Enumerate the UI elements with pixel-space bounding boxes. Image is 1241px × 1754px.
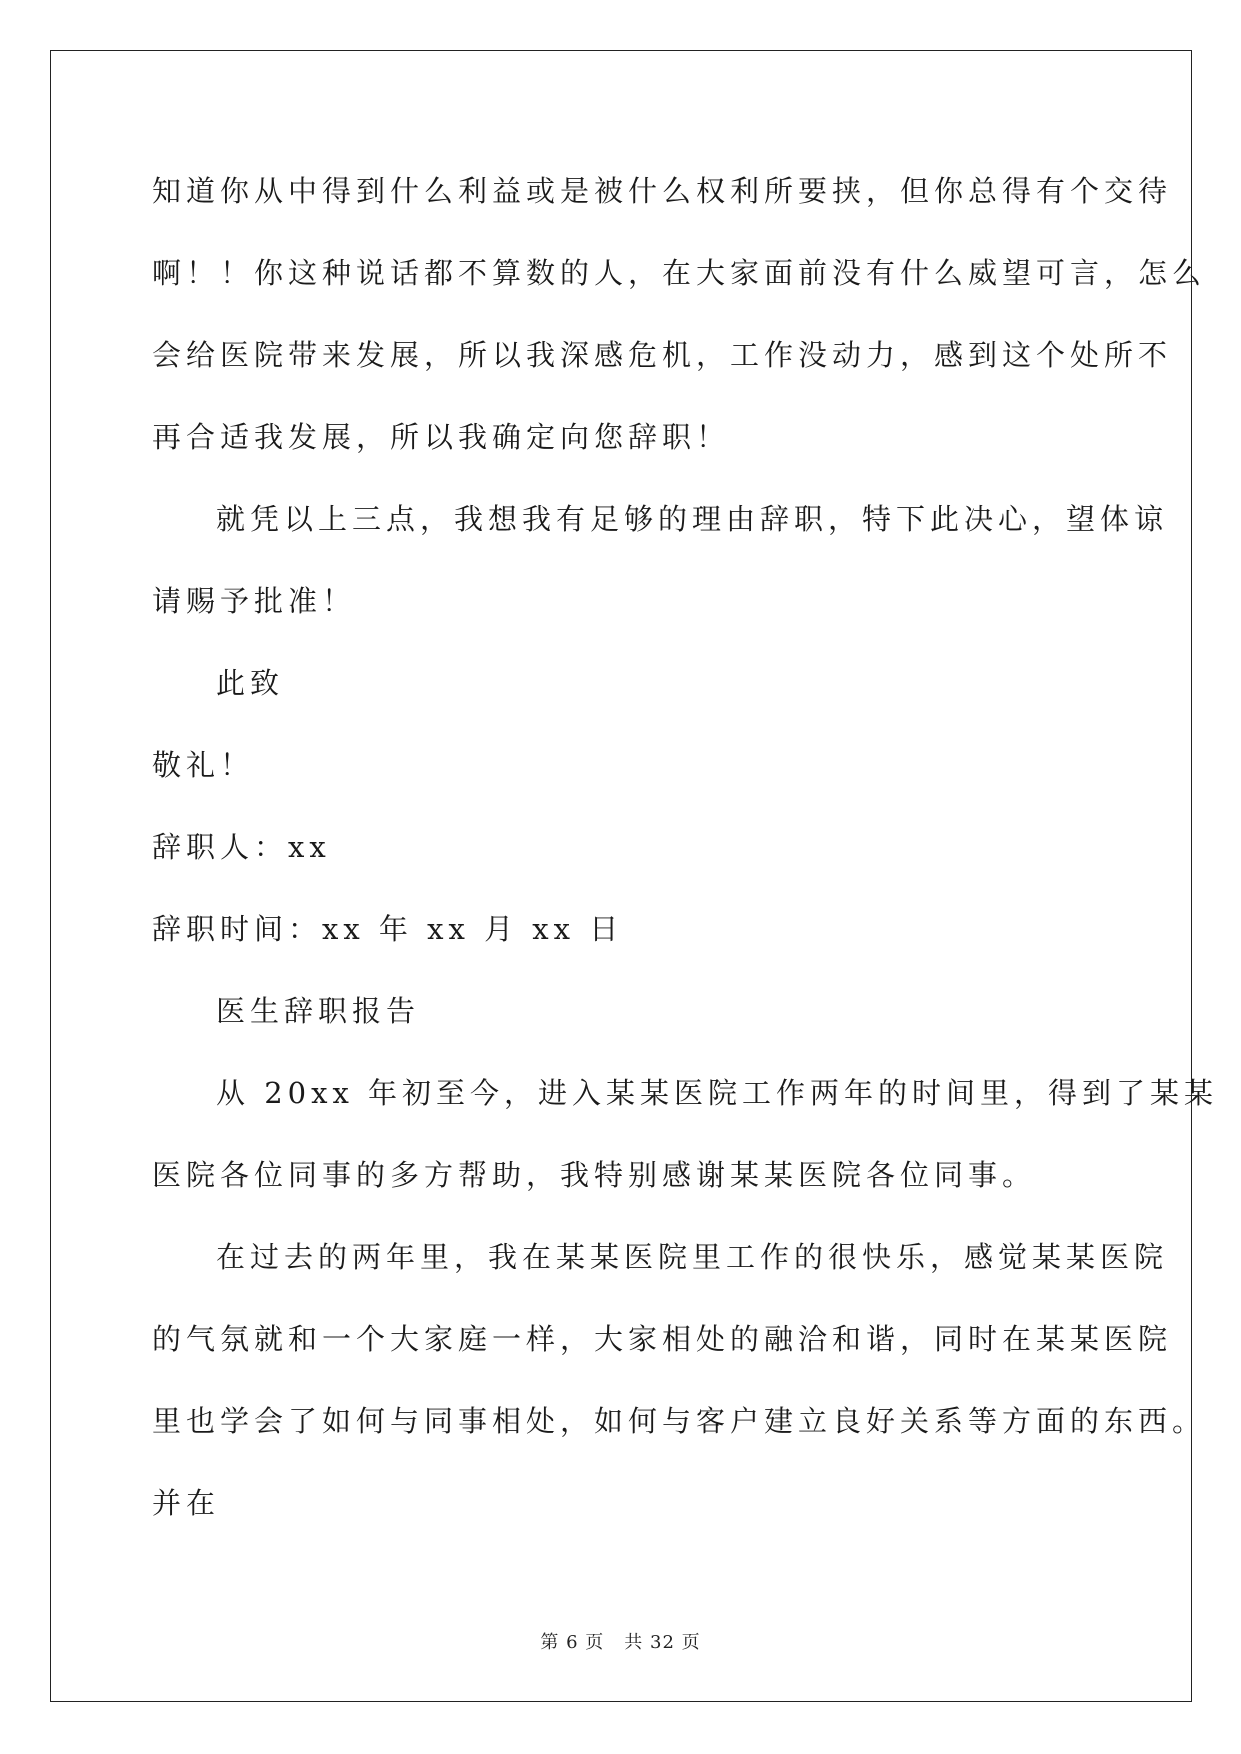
paragraph-start: 从 20xx 年初至今，进入某某医院工作两年的时间里，得到了某某 [216,1076,1219,1110]
signature-date: 辞职时间：xx 年 xx 月 xx 日 [152,912,624,946]
page-footer [0,1628,1241,1654]
text-line: 的气氛就和一个大家庭一样，大家相处的融洽和谐，同时在某某医院 [152,1322,1173,1356]
text-line: 并在 [152,1486,221,1520]
document-body [152,158,1219,1552]
text-line: 啊！！你这种说话都不算数的人，在大家面前没有什么威望可言，怎么 [152,256,1207,290]
text-line: 里也学会了如何与同事相处，如何与客户建立良好关系等方面的东西。 [152,1404,1207,1438]
page-total: 共 32 页 [624,1632,701,1653]
page-number: 第 6 页 [540,1632,605,1653]
section-title: 医生辞职报告 [216,994,421,1028]
paragraph-start: 就凭以上三点，我想我有足够的理由辞职，特下此决心，望体谅 [216,502,1169,536]
signatory: 辞职人：xx [152,830,331,864]
closing-salutation: 此致 [216,666,285,700]
text-line: 再合适我发展，所以我确定向您辞职！ [152,420,731,454]
text-line: 会给医院带来发展，所以我深感危机，工作没动力，感到这个处所不 [152,338,1173,372]
text-line: 请赐予批准！ [152,584,357,618]
closing-regards: 敬礼！ [152,748,255,782]
text-line: 医院各位同事的多方帮助，我特别感谢某某医院各位同事。 [152,1158,1037,1192]
paragraph-start: 在过去的两年里，我在某某医院里工作的很快乐，感觉某某医院 [216,1240,1169,1274]
text-line: 知道你从中得到什么利益或是被什么权利所要挟，但你总得有个交待 [152,174,1173,208]
